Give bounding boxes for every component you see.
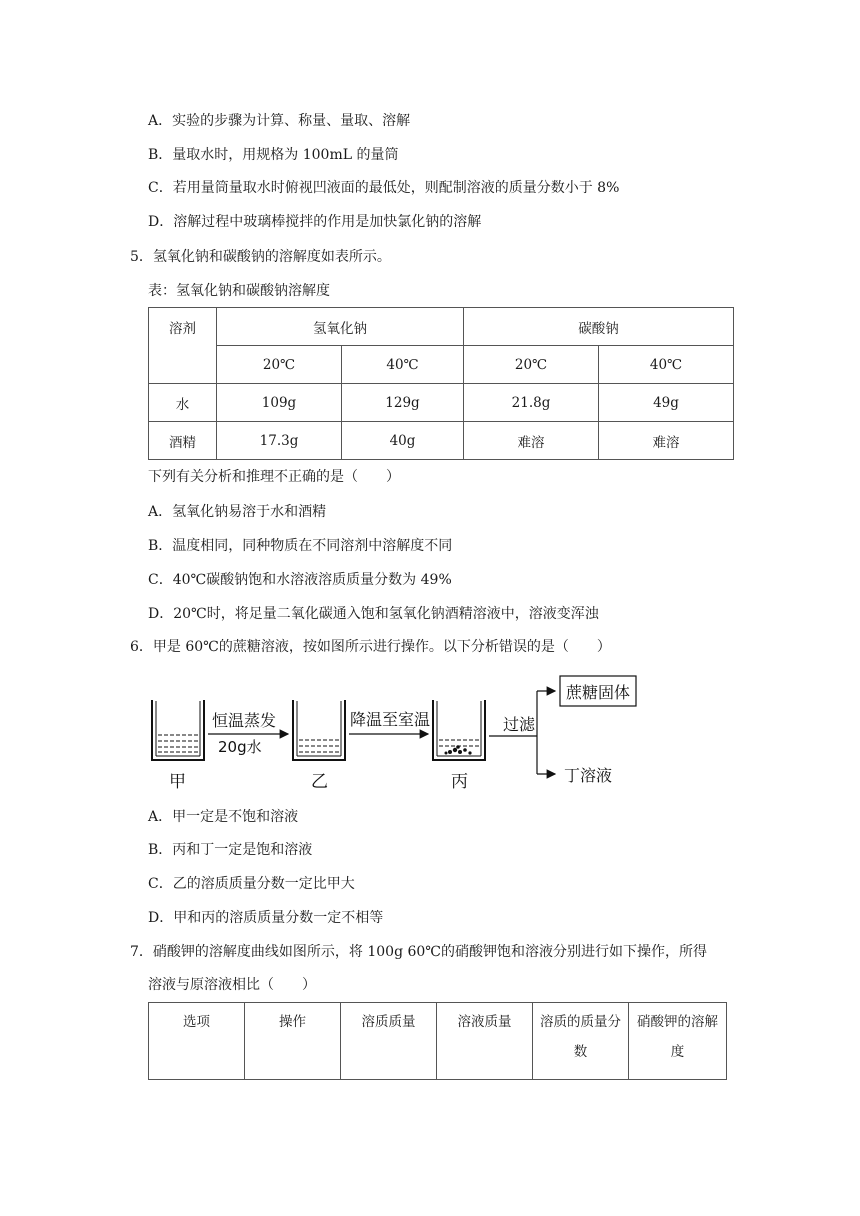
header-solvent: 溶剂: [149, 308, 217, 384]
row-solvent: 酒精: [149, 422, 217, 460]
table-cell: 21.8g: [464, 384, 599, 422]
header-kno3-solubility-line2: 度: [670, 1044, 685, 1060]
table-cell: 129g: [342, 384, 464, 422]
q6-option-a: A．甲一定是不饱和溶液: [148, 809, 299, 825]
q7-stem-line2: 溶液与原溶液相比（ ）: [148, 977, 316, 993]
label-step1-top: 恒温蒸发: [212, 711, 277, 730]
q4-option-c: C．若用量筒量取水时俯视凹液面的最低处，则配制溶液的质量分数小于 8%: [148, 180, 620, 196]
header-temp: 20℃: [217, 346, 342, 384]
header-kno3-solubility-line1: 硝酸钾的溶解: [637, 1014, 718, 1030]
table-cell: 49g: [599, 384, 734, 422]
header-temp: 20℃: [464, 346, 599, 384]
q6-option-b: B．丙和丁一定是饱和溶液: [148, 842, 313, 858]
crystal-sediment: [445, 745, 472, 754]
label-sucrose-solid: 蔗糖固体: [566, 683, 631, 702]
q5-question: 下列有关分析和推理不正确的是（ ）: [148, 469, 400, 485]
q5-option-a: A．氢氧化钠易溶于水和酒精: [148, 504, 327, 520]
header-temp: 40℃: [599, 346, 734, 384]
q6-option-c: C．乙的溶质质量分数一定比甲大: [148, 876, 355, 892]
header-kno3-solubility: [629, 1003, 727, 1080]
header-temp: 40℃: [342, 346, 464, 384]
q5-option-d: D．20℃时，将足量二氧化碳通入饱和氢氧化钠酒精溶液中，溶液变浑浊: [148, 606, 599, 622]
label-jia: 甲: [169, 772, 186, 792]
label-step2: 降温至室温: [350, 710, 431, 729]
header-naoh: 氢氧化钠: [217, 308, 464, 346]
label-yi: 乙: [311, 772, 328, 792]
table-cell: 难溶: [599, 422, 734, 460]
q6-stem: 6．甲是 60℃的蔗糖溶液，按如图所示进行操作。以下分析错误的是（ ）: [130, 639, 611, 655]
q5-option-c: C．40℃碳酸钠饱和水溶液溶质质量分数为 49%: [148, 572, 452, 588]
beaker-yi: [293, 700, 345, 760]
header-option: 选项: [149, 1003, 245, 1080]
q5-stem: 5．氢氧化钠和碳酸钠的溶解度如表所示。: [130, 249, 391, 265]
header-mass-fraction-line1: 溶质的质量分: [540, 1014, 621, 1030]
q6-option-d: D．甲和丙的溶质质量分数一定不相等: [148, 910, 384, 926]
q7-stem-line1: 7．硝酸钾的溶解度曲线如图所示，将 100g 60℃的硝酸钾饱和溶液分别进行如下操作，所得: [130, 944, 707, 960]
header-solution-mass: 溶液质量: [437, 1003, 533, 1080]
q4-option-d: D．溶解过程中玻璃棒搅拌的作用是加快氯化钠的溶解: [148, 214, 482, 230]
q7-options-table: [148, 1002, 727, 1080]
label-bing: 丙: [451, 772, 468, 792]
header-na2co3: 碳酸钠: [464, 308, 734, 346]
header-mass-fraction: [533, 1003, 629, 1080]
label-step3: 过滤: [503, 715, 536, 734]
beaker-jia: [152, 700, 204, 760]
q5-option-b: B．温度相同，同种物质在不同溶剂中溶解度不同: [148, 538, 453, 554]
beaker-bing: [433, 700, 485, 760]
header-mass-fraction-line2: 数: [573, 1044, 588, 1060]
q5-table-caption: 表：氢氧化钠和碳酸钠溶解度: [148, 283, 330, 299]
header-operation: 操作: [245, 1003, 341, 1080]
label-ding-solution: 丁溶液: [564, 766, 613, 785]
label-step1-bottom: 20g水: [218, 738, 262, 756]
table-cell: 109g: [217, 384, 342, 422]
q4-option-b: B．量取水时，用规格为 100mL 的量筒: [148, 147, 399, 163]
header-solute-mass: 溶质质量: [341, 1003, 437, 1080]
table-cell: 17.3g: [217, 422, 342, 460]
q4-option-a: A．实验的步骤为计算、称量、量取、溶解: [148, 113, 411, 129]
table-cell: 40g: [342, 422, 464, 460]
table-cell: 难溶: [464, 422, 599, 460]
row-solvent: 水: [149, 384, 217, 422]
